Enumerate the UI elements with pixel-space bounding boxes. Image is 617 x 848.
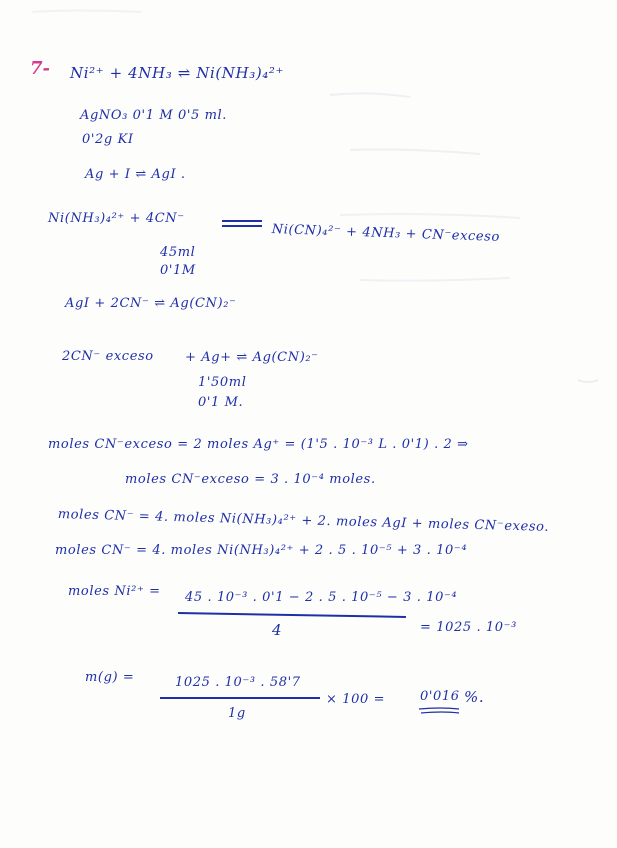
line-moles-cyanide-balance: moles CN⁻ = 4. moles Ni(NH₃)₄²⁺ + 2. moles AgI + moles CN⁻exeso.: [57, 507, 550, 535]
line-moles-nickel-result: = 1025 . 10⁻³: [420, 620, 517, 635]
line-silver-iodide: Ag + I ⇌ AgI .: [85, 167, 186, 182]
mass-result-value: 0'016: [420, 689, 460, 704]
line-cyanide-reaction-right: Ni(CN)₄²⁻ + 4NH₃ + CN⁻exceso: [271, 222, 501, 245]
mass-result-percent: %.: [464, 688, 485, 706]
problem-number: 7-: [30, 58, 50, 79]
line-moles-excess-result: moles CN⁻exceso = 3 . 10⁻⁴ moles.: [125, 472, 376, 487]
fraction-nickel-numerator: 45 . 10⁻³ . 0'1 − 2 . 5 . 10⁻⁵ − 3 . 10⁻⁴: [185, 590, 458, 605]
line-complex-formation: Ni²⁺ + 4NH₃ ⇌ Ni(NH₃)₄²⁺: [70, 64, 285, 82]
line-mass-label: m(g) =: [85, 670, 135, 685]
line-volume-150ml: 1'50ml: [198, 375, 247, 390]
line-moles-cyanide-values: moles CN⁻ = 4. moles Ni(NH₃)₄²⁺ + 2 . 5 . 10⁻⁵ + 3 . 10⁻⁴: [55, 543, 468, 558]
fraction-nickel-denominator: 4: [272, 621, 283, 639]
line-concentration-01m-b: 0'1 M.: [198, 395, 244, 410]
line-cyanide-reaction-left: Ni(NH₃)₄²⁺ + 4CN⁻: [48, 211, 185, 226]
fraction-mass-numerator: 1025 . 10⁻³ . 58'7: [175, 675, 301, 690]
line-potassium-iodide: 0'2g KI: [82, 132, 134, 147]
line-concentration-01m: 0'1M: [160, 263, 196, 278]
line-moles-excess-calc: moles CN⁻exceso = 2 moles Ag⁺ = (1'5 . 10⁻³ L . 0'1) . 2 ⇒: [48, 437, 469, 452]
line-silver-nitrate: AgNO₃ 0'1 M 0'5 ml.: [80, 108, 228, 123]
line-silver-cyanide: AgI + 2CN⁻ ⇌ Ag(CN)₂⁻: [65, 296, 237, 311]
line-volume-45ml: 45ml: [160, 245, 196, 260]
line-moles-nickel-label: moles Ni²⁺ =: [68, 584, 161, 599]
line-excess-cyanide-left: 2CN⁻ exceso: [62, 349, 154, 364]
fraction-mass-denominator: 1g: [228, 706, 246, 721]
line-excess-cyanide-right: + Ag+ ⇌ Ag(CN)₂⁻: [185, 350, 319, 365]
line-mass-times-100: × 100 =: [326, 692, 386, 707]
